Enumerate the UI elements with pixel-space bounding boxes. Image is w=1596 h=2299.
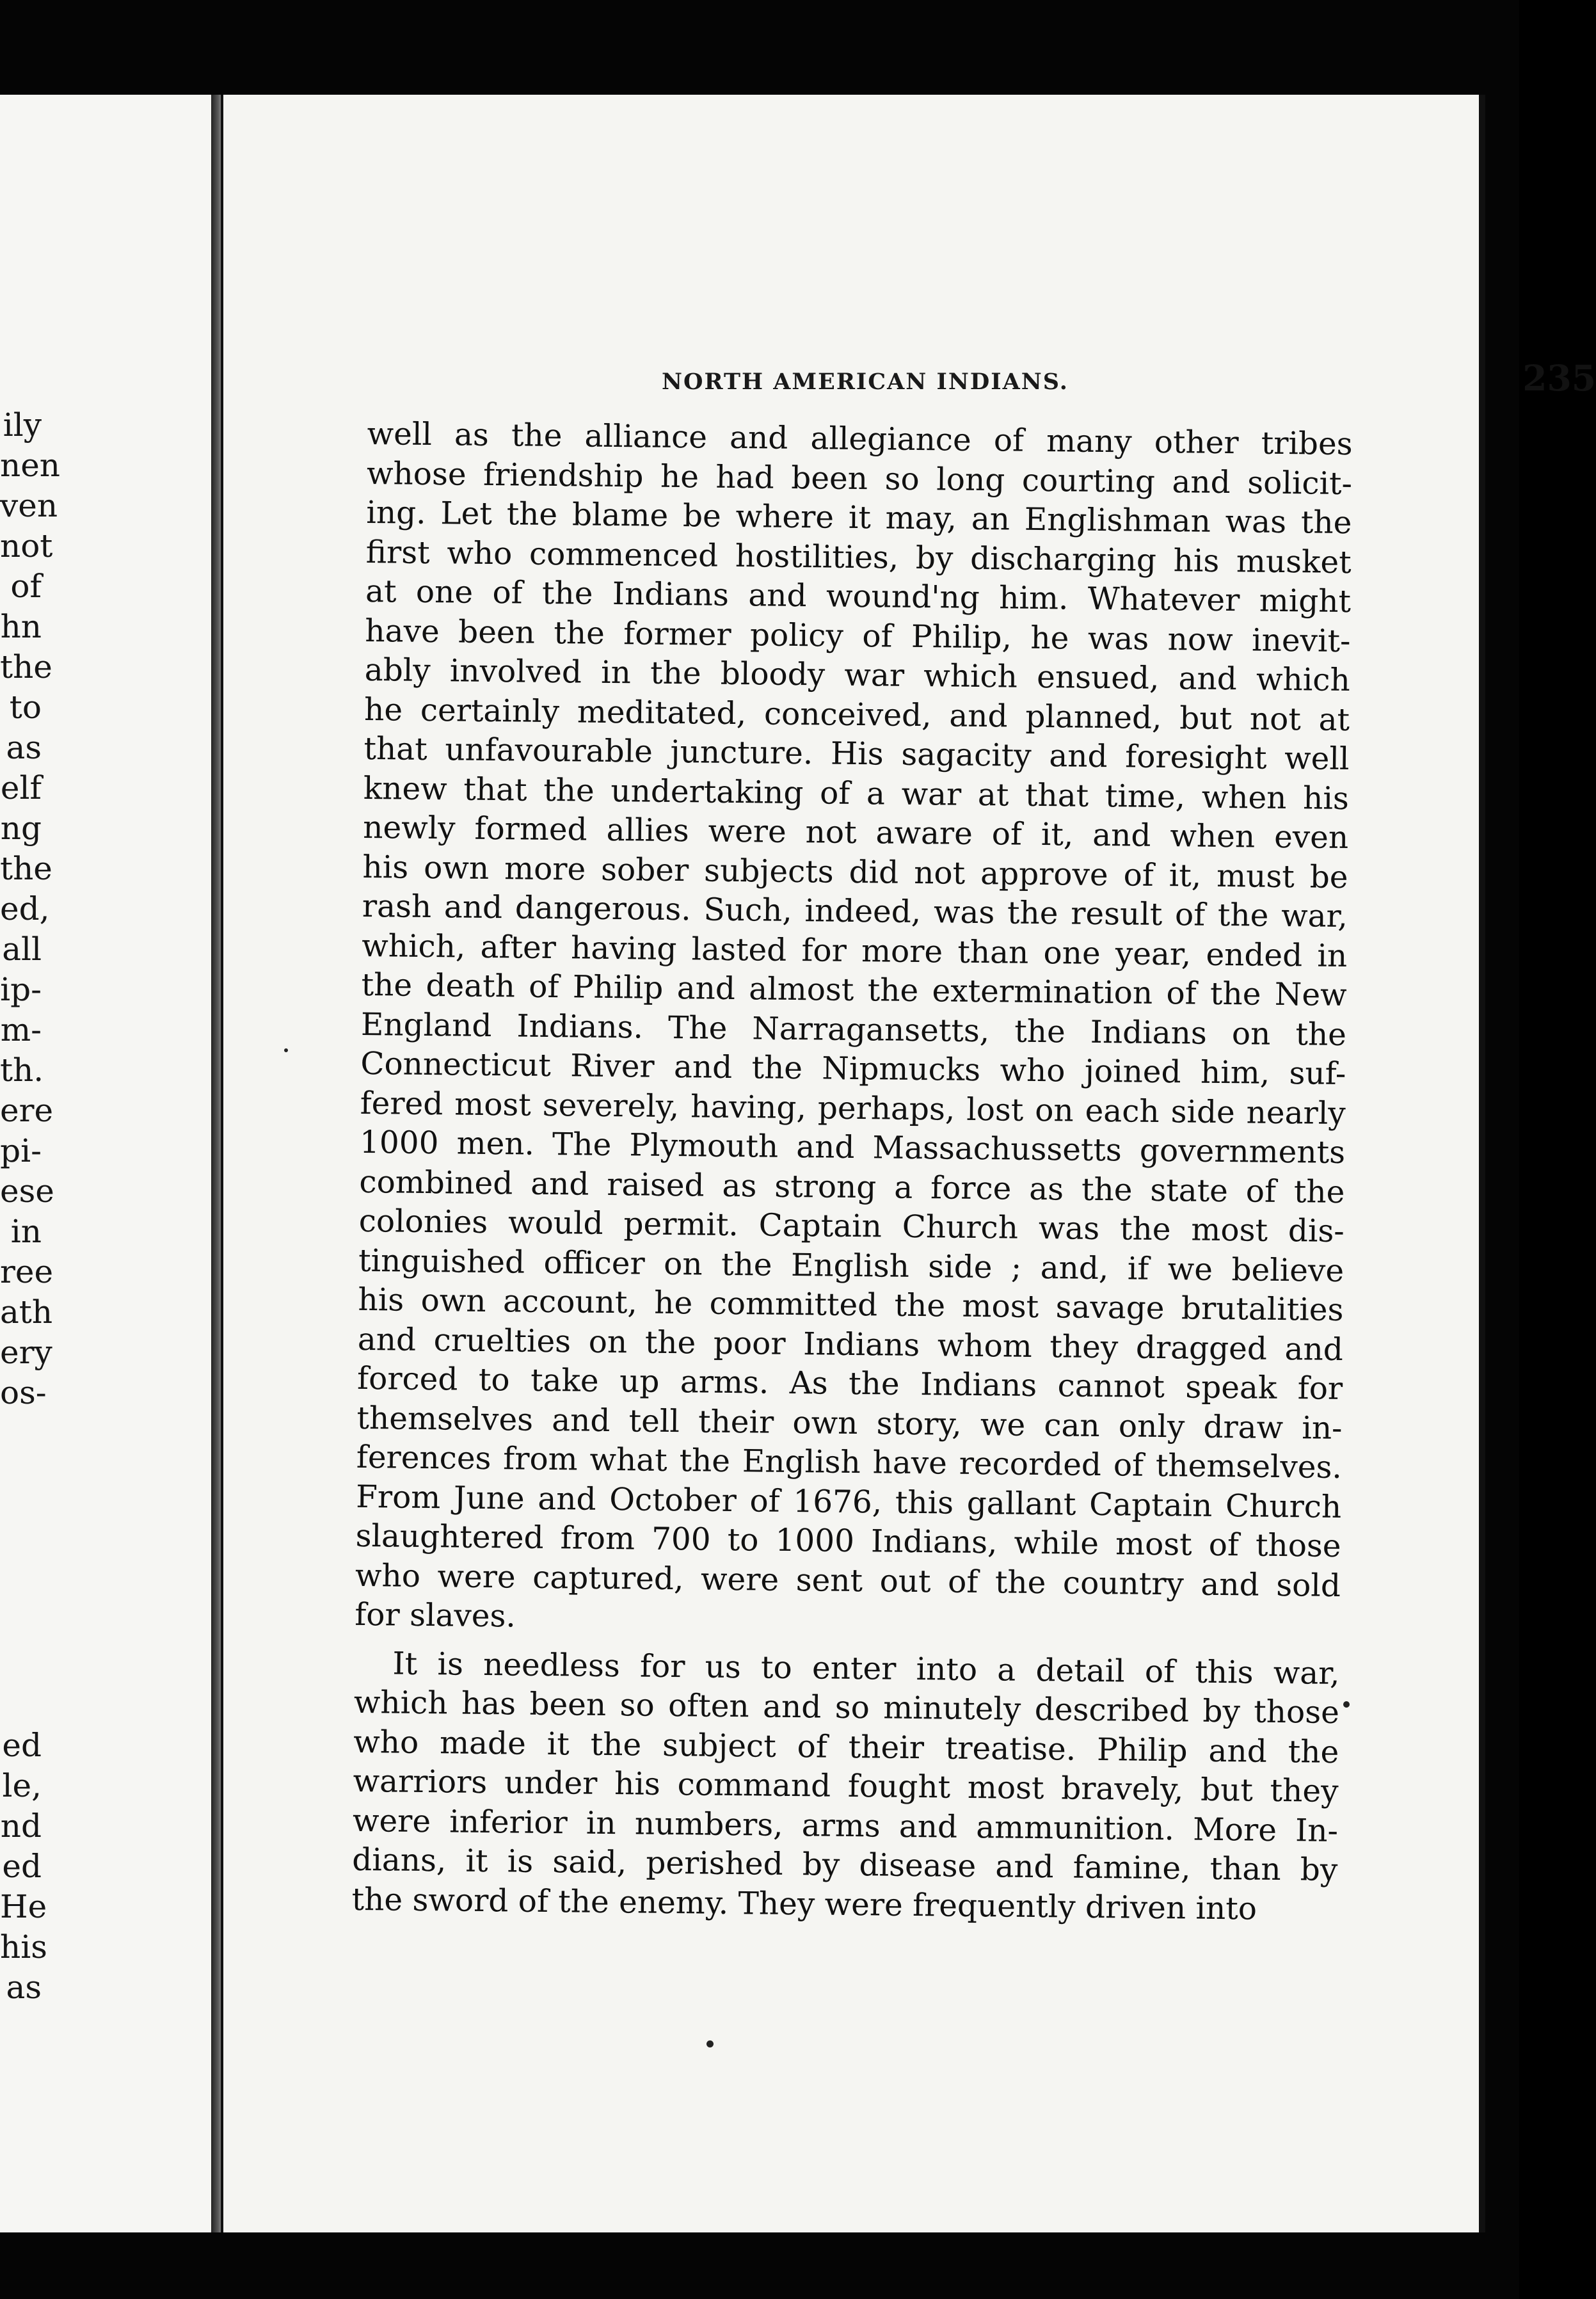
- left-page-edge: [0, 95, 213, 2232]
- text-line: have been the former policy of Philip, he was now inevit-: [365, 613, 1351, 659]
- text-line: and cruelties on the poor Indians whom they dragged and: [357, 1321, 1344, 1368]
- left-page-fragment: as: [6, 729, 42, 766]
- text-line: themselves and tell their own story, we can only draw in-: [356, 1400, 1343, 1446]
- text-line: he certainly meditated, conceived, and planned, but not at: [363, 691, 1350, 738]
- paragraph: [355, 415, 1353, 1646]
- text-line: warriors under his command fought most bravely, but they: [353, 1763, 1339, 1810]
- left-page-fragment: th.: [0, 1052, 44, 1089]
- text-line: colonies would permit. Captain Church was the most dis-: [358, 1203, 1345, 1250]
- left-page-fragment: all: [2, 931, 42, 968]
- text-line: It is needless for us to enter into a detail of this war,: [392, 1646, 1340, 1692]
- text-line: who made it the subject of their treatise. Philip and the: [353, 1724, 1339, 1770]
- left-page-fragment: nen: [0, 447, 60, 484]
- text-line: ing. Let the blame be where it may, an Englishman was the: [366, 494, 1352, 541]
- left-page-fragment: ery: [0, 1334, 52, 1371]
- left-page-fragment: ed: [2, 1727, 42, 1764]
- running-head: [662, 357, 1596, 402]
- right-page: [221, 95, 1596, 2232]
- left-page-fragment: pi-: [0, 1132, 42, 1169]
- text-line: slaughtered from 700 to 1000 Indians, while most of those: [355, 1518, 1341, 1565]
- text-line: ably involved in the bloody war which ensued, and which: [364, 652, 1351, 699]
- left-page-fragment: his: [0, 1928, 47, 1966]
- left-page-fragment: le,: [2, 1767, 42, 1804]
- text-line: dians, it is said, perished by disease and famine, than by: [352, 1841, 1338, 1889]
- left-page-fragment: ere: [0, 1092, 54, 1129]
- text-line: forced to take up arms. As the Indians cannot speak for: [356, 1360, 1343, 1407]
- text-line: fered most severely, having, perhaps, lost on each side nearly: [360, 1085, 1346, 1132]
- left-page-fragment: ed: [2, 1848, 42, 1885]
- left-page-fragments-bottom: [0, 1726, 47, 2008]
- left-page-fragment: He: [0, 1888, 47, 1925]
- left-page-fragment: ip-: [0, 971, 42, 1008]
- text-line: tinguished officer on the English side ; and, if we believe: [358, 1242, 1345, 1289]
- left-page-fragment: nd: [0, 1807, 42, 1845]
- left-page-fragment: os-: [0, 1374, 47, 1411]
- left-page-fragment: ed,: [0, 890, 50, 927]
- left-page-fragment: the: [0, 648, 52, 685]
- left-page-fragment: ese: [0, 1173, 54, 1210]
- left-page-fragment: ng: [0, 810, 42, 847]
- left-page-fragments-top: [0, 405, 60, 1413]
- paragraph: [351, 1644, 1339, 1930]
- text-line: ferences from what the English have recorded of themselves.: [356, 1439, 1343, 1486]
- body-text: [351, 415, 1353, 1930]
- left-page-fragment: to: [9, 689, 42, 726]
- left-page-fragment: ath: [0, 1294, 53, 1331]
- left-page-fragment: in: [10, 1213, 42, 1250]
- left-page-fragment: of: [10, 568, 42, 605]
- text-line: Connecticut River and the Nipmucks who joined him, suf-: [360, 1045, 1346, 1093]
- text-line: at one of the Indians and wound'ng him. Whatever might: [365, 573, 1352, 620]
- text-line: that unfavourable juncture. His sagacity and foresight well: [363, 730, 1350, 778]
- text-line: rash and dangerous. Such, indeed, was the result of the war,: [362, 888, 1348, 935]
- text-line: combined and raised as strong a force as the state of the: [359, 1164, 1345, 1210]
- text-line: the death of Philip and almost the extermination of the New: [361, 966, 1347, 1014]
- text-line: his own account, he committed the most savage brutalities: [358, 1281, 1344, 1329]
- text-line: who were captured, were sent out of the country and sold: [355, 1557, 1341, 1604]
- text-line: which, after having lasted for more than one year, ended in: [362, 927, 1348, 974]
- text-line: From June and October of 1676, this gallant Captain Church: [356, 1478, 1342, 1525]
- left-page-fragment: as: [6, 1969, 42, 2006]
- text-line: the sword of the enemy. They were frequently driven into: [351, 1881, 1257, 1927]
- page-number: 235: [1522, 357, 1596, 399]
- left-page-fragment: m-: [0, 1011, 42, 1048]
- ink-speck: [1343, 1701, 1350, 1708]
- text-line: were inferior in numbers, arms and ammunition. More In-: [352, 1802, 1339, 1849]
- text-line: newly formed allies were not aware of it, and when even: [362, 809, 1349, 856]
- left-page-fragment: the: [0, 850, 52, 887]
- left-page-fragment: ree: [0, 1253, 54, 1290]
- text-line: well as the alliance and allegiance of many other tribes: [367, 415, 1353, 463]
- ink-speck: [706, 2040, 714, 2047]
- text-line: for slaves.: [355, 1596, 516, 1635]
- text-line: England Indians. The Narragansetts, the Indians on the: [360, 1006, 1347, 1053]
- text-line: his own more sober subjects did not approve of it, must be: [362, 849, 1348, 895]
- left-page-fragment: elf: [0, 769, 42, 806]
- left-page-fragment: ven: [0, 487, 58, 524]
- text-line: whose friendship he had been so long courting and solicit-: [366, 455, 1353, 502]
- running-head-title: NORTH AMERICAN INDIANS.: [662, 369, 1069, 395]
- left-page-fragment: ily: [3, 406, 42, 444]
- ink-speck: [284, 1048, 288, 1052]
- text-line: knew that the undertaking of a war at that time, when his: [363, 770, 1350, 817]
- left-page-fragment: hn: [0, 608, 42, 645]
- text-line: which has been so often and so minutely described by those: [353, 1684, 1340, 1731]
- text-line: first who commenced hostilities, by discharging his musket: [365, 534, 1352, 581]
- left-page-fragment: not: [0, 527, 53, 565]
- text-line: 1000 men. The Plymouth and Massachussetts governments: [359, 1124, 1346, 1171]
